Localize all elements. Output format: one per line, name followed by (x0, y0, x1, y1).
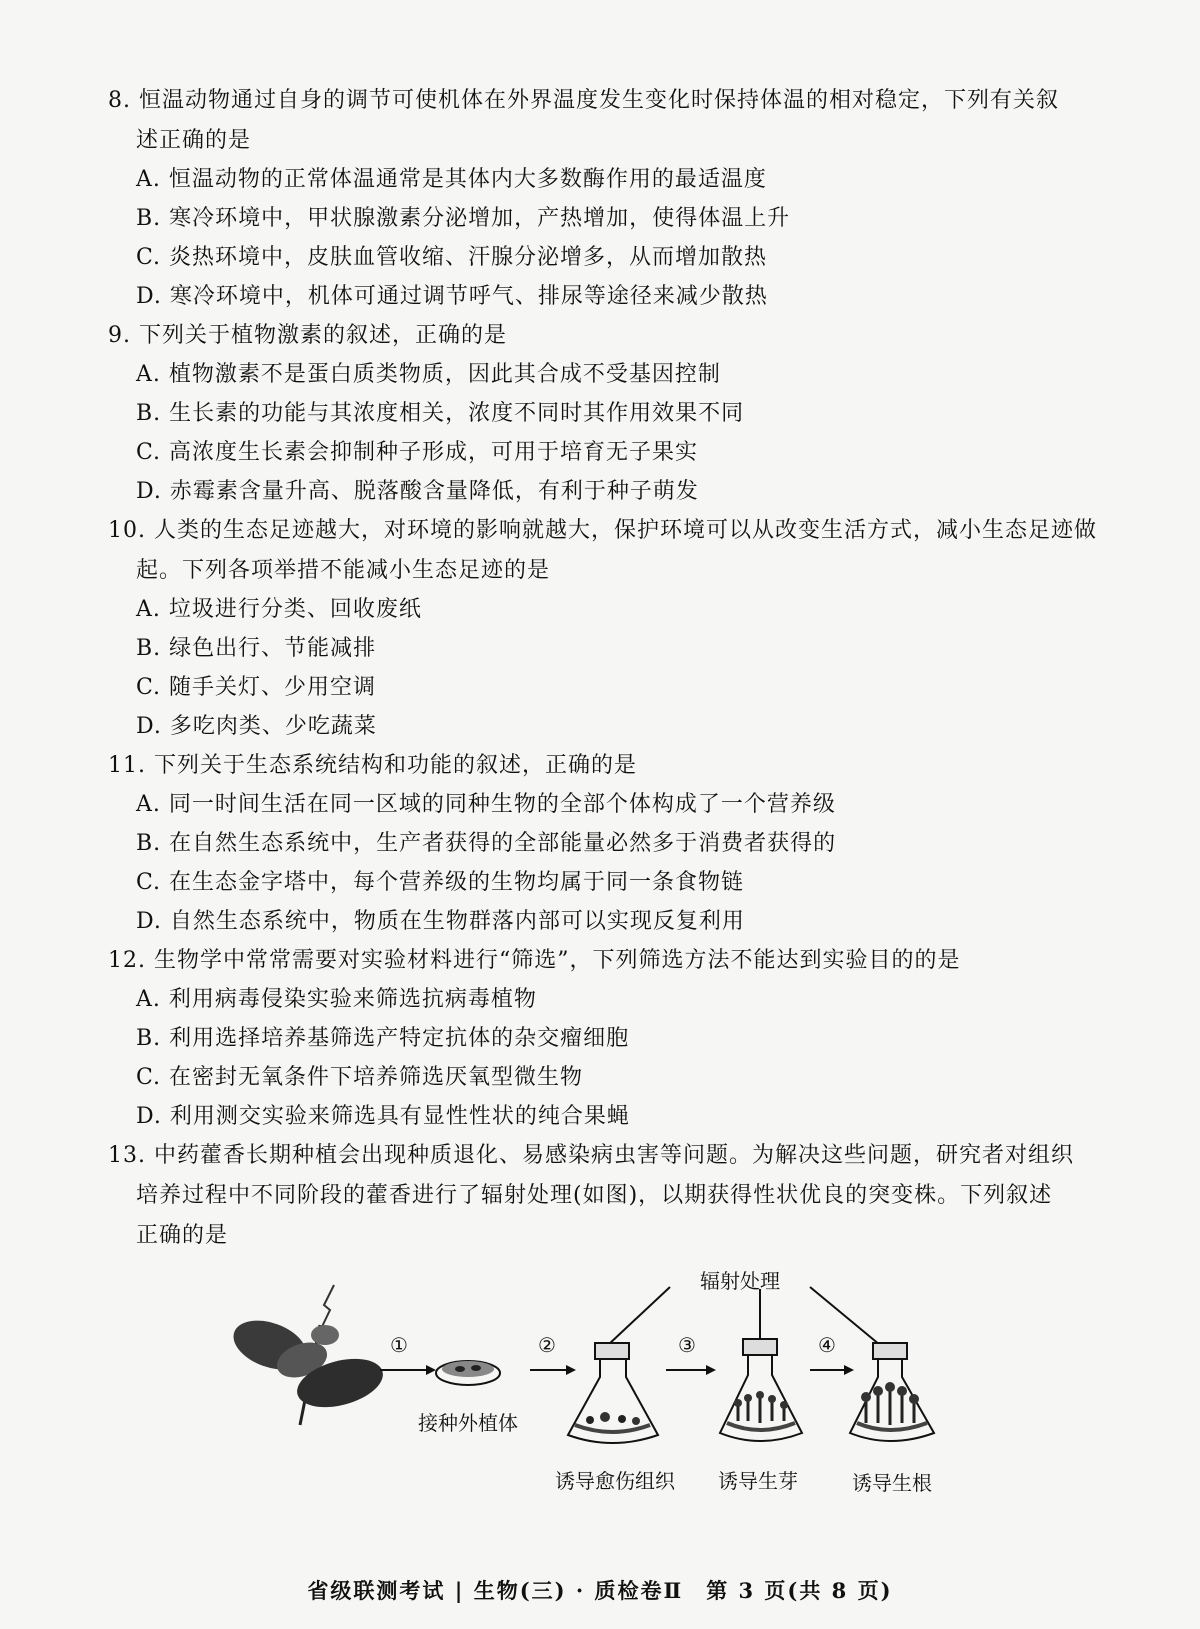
petri-dish-icon (436, 1361, 500, 1385)
question-11-option-c: C. 在生态金字塔中，每个营养级的生物均属于同一条食物链 (136, 870, 745, 895)
explant-label: 接种外植体 (418, 1411, 518, 1435)
radiation-label: 辐射处理 (700, 1269, 780, 1293)
flask-bud-icon (720, 1339, 802, 1441)
step-2-label: ② (538, 1333, 556, 1357)
question-8 (108, 88, 1108, 154)
question-13-stem-cont: 培养过程中不同阶段的藿香进行了辐射处理(如图)，以期获得性状优良的突变株。下列叙述 (136, 1183, 1053, 1208)
question-11-option-b: B. 在自然生态系统中，生产者获得的全部能量必然多于消费者获得的 (136, 831, 837, 856)
arrow-4-head (844, 1365, 854, 1375)
question-10-option-b: B. 绿色出行、节能减排 (136, 636, 377, 661)
plant-icon (230, 1285, 388, 1425)
question-8-option-d: D. 寒冷环境中，机体可通过调节呼气、排尿等途径来减少散热 (136, 284, 768, 309)
tissue-culture-figure (230, 1265, 990, 1525)
flask-callus-icon (568, 1343, 658, 1443)
question-9-option-a: A. 植物激素不是蛋白质类物质，因此其合成不受基因控制 (136, 362, 721, 387)
step-1-label: ① (390, 1333, 408, 1357)
question-11 (108, 753, 1108, 779)
question-8-stem-cont: 述正确的是 (136, 128, 252, 153)
question-8-option-a: A. 恒温动物的正常体温通常是其体内大多数酶作用的最适温度 (136, 167, 767, 192)
arrow-2-head (566, 1365, 576, 1375)
question-10-option-a: A. 垃圾进行分类、回收废纸 (136, 597, 422, 622)
question-11-option-a: A. 同一时间生活在同一区域的同种生物的全部个体构成了一个营养级 (136, 792, 836, 817)
question-12-option-c: C. 在密封无氧条件下培养筛选厌氧型微生物 (136, 1065, 584, 1090)
arrow-3-head (706, 1365, 716, 1375)
question-11-stem: 11. 下列关于生态系统结构和功能的叙述，正确的是 (108, 753, 637, 778)
question-13-stem: 13. 中药藿香长期种植会出现种质退化、易感染病虫害等问题。为解决这些问题，研究者对组织 (108, 1143, 1074, 1168)
question-10-option-c: C. 随手关灯、少用空调 (136, 675, 377, 700)
question-12-option-d: D. 利用测交实验来筛选具有显性性状的纯合果蝇 (136, 1104, 630, 1129)
question-12-option-b: B. 利用选择培养基筛选产特定抗体的杂交瘤细胞 (136, 1026, 630, 1051)
callus-label: 诱导愈伤组织 (555, 1469, 675, 1493)
question-13 (108, 1143, 1108, 1249)
question-10 (108, 518, 1108, 584)
question-13-stem-cont2: 正确的是 (136, 1223, 229, 1248)
question-9-stem: 9. 下列关于植物激素的叙述，正确的是 (108, 323, 507, 348)
question-10-stem-cont: 起。下列各项举措不能减小生态足迹的是 (136, 558, 551, 583)
question-9-option-b: B. 生长素的功能与其浓度相关，浓度不同时其作用效果不同 (136, 401, 745, 426)
page-footer: 省级联测考试 | 生物(三) · 质检卷Ⅱ 第 3 页(共 8 页) (307, 1578, 893, 1603)
question-9-option-c: C. 高浓度生长素会抑制种子形成，可用于培育无子果实 (136, 440, 699, 465)
question-12-stem: 12. 生物学中常常需要对实验材料进行“筛选”，下列筛选方法不能达到实验目的的是 (108, 948, 961, 973)
flask-root-icon (850, 1343, 934, 1441)
question-12 (108, 948, 1108, 974)
question-10-option-d: D. 多吃肉类、少吃蔬菜 (136, 714, 377, 739)
root-label: 诱导生根 (852, 1471, 932, 1495)
step-3-label: ③ (678, 1333, 696, 1357)
question-8-option-b: B. 寒冷环境中，甲状腺激素分泌增加，产热增加，使得体温上升 (136, 206, 791, 231)
question-8-stem: 8. 恒温动物通过自身的调节可使机体在外界温度发生变化时保持体温的相对稳定，下列有关叙 (108, 88, 1059, 113)
question-8-option-c: C. 炎热环境中，皮肤血管收缩、汗腺分泌增多，从而增加散热 (136, 245, 768, 270)
question-11-option-d: D. 自然生态系统中，物质在生物群落内部可以实现反复利用 (136, 909, 745, 934)
arrow-1-head (426, 1365, 436, 1375)
step-4-label: ④ (818, 1333, 836, 1357)
bud-label: 诱导生芽 (718, 1469, 798, 1493)
radiation-line-callus (608, 1287, 670, 1345)
question-9 (108, 323, 1108, 349)
question-9-option-d: D. 赤霉素含量升高、脱落酸含量降低，有利于种子萌发 (136, 479, 699, 504)
question-10-stem: 10. 人类的生态足迹越大，对环境的影响就越大，保护环境可以从改变生活方式，减小生态足迹做 (108, 518, 1097, 543)
question-12-option-a: A. 利用病毒侵染实验来筛选抗病毒植物 (136, 987, 537, 1012)
